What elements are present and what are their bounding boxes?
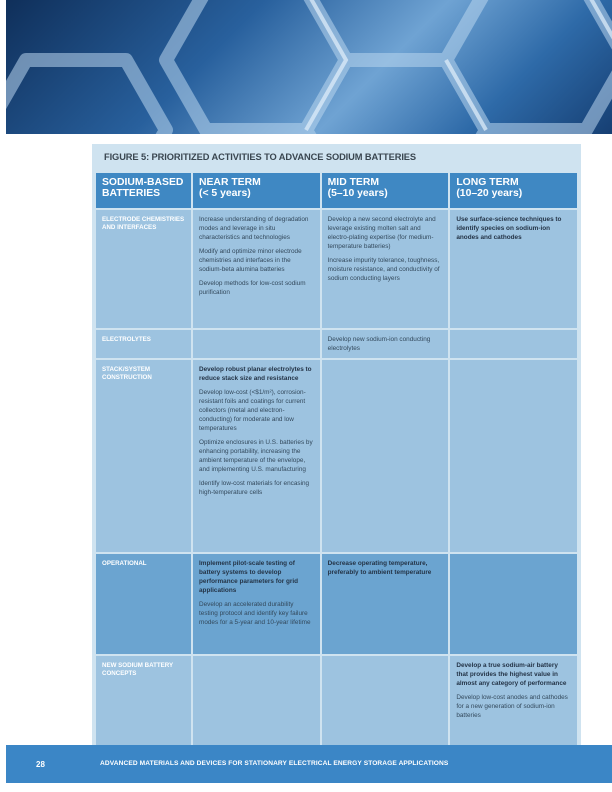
activity-cell-near (193, 360, 320, 552)
activity-cell-long (450, 554, 577, 654)
page-footer (6, 745, 612, 783)
figure-panel (92, 144, 581, 745)
activity-cell-near (193, 554, 320, 654)
activities-table (96, 173, 577, 741)
hexagon-lattice-image (6, 0, 612, 134)
row-label: STACK/SYSTEM CONSTRUCTION (96, 360, 191, 552)
activity-item: Develop new sodium-ion conducting electrolytes (327, 336, 431, 352)
activity-cell-mid (322, 360, 449, 552)
header-line: (10–20 years) (456, 188, 523, 199)
activity-item: Develop a true sodium-air battery that provides the highest value in almost any category of performance (456, 662, 567, 687)
activity-item: Modify and optimize minor electrode chemistries and interfaces in the sodium-beta alumina batteries (199, 248, 302, 273)
activity-item: Develop low-cost (<$1/m²), corrosion-resistant foils and coatings for current collectors (metal and electron-conducting) for moderate and low temperatures (199, 389, 306, 432)
column-header-category (96, 173, 191, 208)
activity-cell-mid (322, 210, 449, 328)
activity-cell-mid (322, 656, 449, 751)
header-line: NEAR TERM (199, 177, 261, 188)
header-line: (< 5 years) (199, 188, 251, 199)
activity-item: Develop an accelerated durability testing protocol and identify key failure modes for a 5-year and 10-year lifetime (199, 601, 311, 626)
header-image (6, 0, 612, 134)
activity-item: Increase understanding of degradation modes and leverage in situ characteristics and technologies (199, 216, 309, 241)
header-line: SODIUM-BASED (102, 177, 184, 188)
column-header-mid-term (322, 173, 449, 208)
activity-cell-near (193, 656, 320, 751)
activity-cell-near (193, 210, 320, 328)
activity-item: Decrease operating temperature, preferably to ambient temperature (327, 560, 432, 576)
activity-cell-long (450, 656, 577, 751)
activity-cell-near (193, 330, 320, 358)
page-number: 28 (36, 760, 45, 769)
running-title: ADVANCED MATERIALS AND DEVICES FOR STATIONARY ELECTRICAL ENERGY STORAGE APPLICATIONS (100, 760, 449, 767)
activity-item: Develop methods for low-cost sodium purification (199, 280, 306, 296)
activity-item: Implement pilot-scale testing of battery systems to develop performance parameters for grid applications (199, 560, 299, 594)
activity-cell-long (450, 360, 577, 552)
activity-item: Identify low-cost materials for encasing high-temperature cells (199, 480, 310, 496)
activity-item: Develop a new second electrolyte and leverage existing molten salt and electro-plating expertise (for medium-temperature batteries) (327, 216, 436, 250)
activity-item: Increase impurity tolerance, toughness, moisture resistance, and conductivity of sodium conducting layers (327, 257, 440, 282)
activity-cell-mid (322, 554, 449, 654)
column-header-long-term (450, 173, 577, 208)
row-label: OPERATIONAL (96, 554, 191, 654)
figure-title: FIGURE 5: PRIORITIZED ACTIVITIES TO ADVANCE SODIUM BATTERIES (104, 152, 417, 162)
row-label: ELECTRODE CHEMISTRIES AND INTERFACES (96, 210, 191, 328)
activity-cell-mid (322, 330, 449, 358)
activity-cell-long (450, 330, 577, 358)
activity-item: Use surface-science techniques to identify species on sodium-ion anodes and cathodes (456, 216, 562, 241)
activity-item: Develop robust planar electrolytes to reduce stack size and resistance (199, 366, 312, 382)
row-label: NEW SODIUM BATTERY CONCEPTS (96, 656, 191, 751)
activity-item: Optimize enclosures in U.S. batteries by enhancing portability, increasing the ambient temperature of the envelope, and implementing U.S. manufacturing (199, 439, 313, 473)
column-header-near-term (193, 173, 320, 208)
header-line: (5–10 years) (327, 188, 388, 199)
header-line: MID TERM (327, 177, 380, 188)
header-line: BATTERIES (102, 188, 161, 199)
row-label: ELECTROLYTES (96, 330, 191, 358)
activity-item: Develop low-cost anodes and cathodes for a new generation of sodium-ion batteries (456, 694, 568, 719)
header-line: LONG TERM (456, 177, 519, 188)
activity-cell-long (450, 210, 577, 328)
